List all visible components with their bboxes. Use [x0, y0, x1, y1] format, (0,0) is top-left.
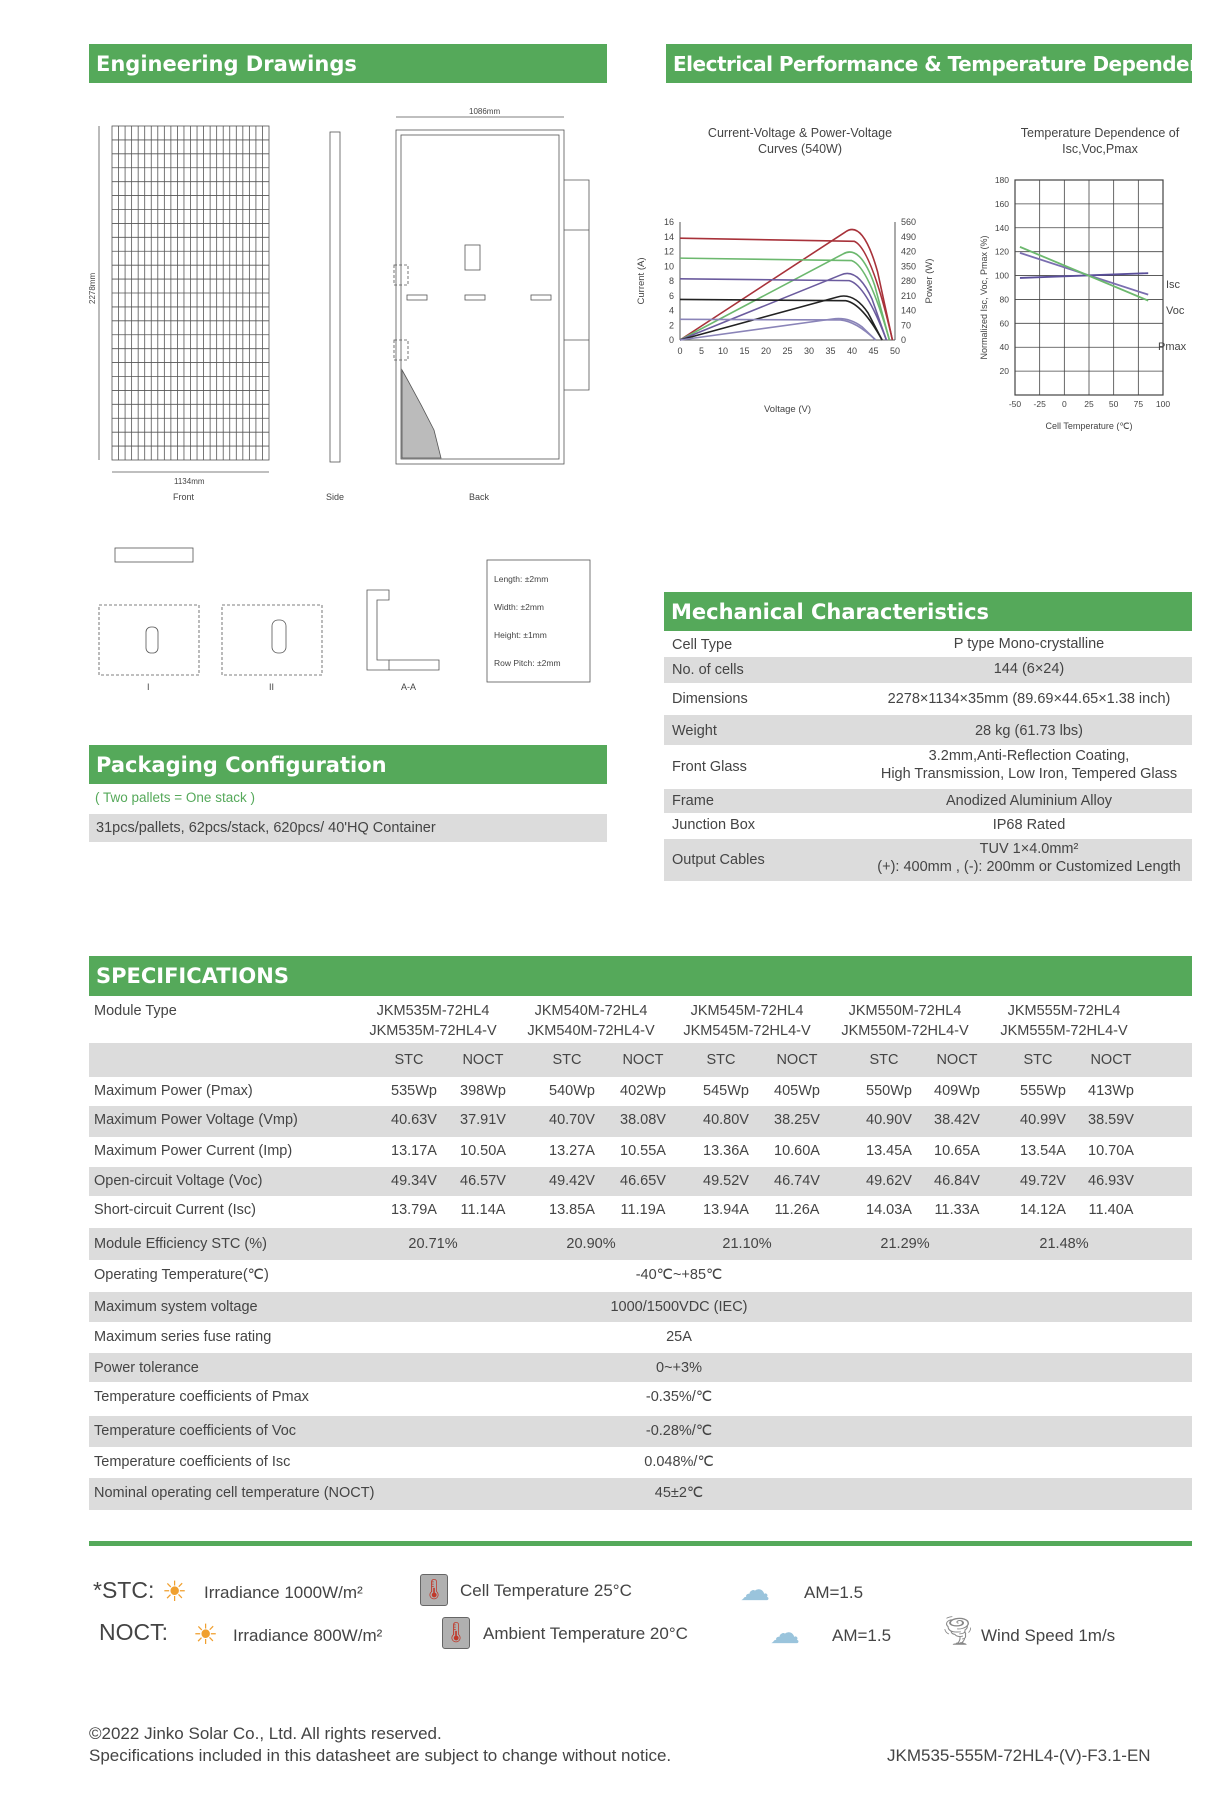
- x-tick-label: 0: [677, 346, 683, 356]
- spec-label: Temperature coefficients of Voc: [94, 1423, 297, 1439]
- section-title: Electrical Performance & Temperature Dependence: [673, 51, 1228, 76]
- x-tick-label: 50: [889, 346, 901, 356]
- stc-header: STC: [706, 1052, 736, 1068]
- stc-value: 540Wp: [549, 1083, 595, 1099]
- noct-label: NOCT:: [99, 1619, 168, 1645]
- mech-label: Junction Box: [672, 817, 756, 833]
- mech-value: IP68 Rated: [992, 817, 1066, 833]
- spec-row: [89, 1260, 1192, 1292]
- y-tick-label: 80: [999, 294, 1009, 305]
- model-name-v: JKM550M-72HL4-V: [841, 1023, 969, 1039]
- mech-value: 3.2mm,Anti-Reflection Coating,: [928, 748, 1130, 764]
- temp-chart-title-line2: Isc,Voc,Pmax: [1062, 142, 1138, 156]
- electrical-performance-header: [666, 44, 1228, 83]
- y2-tick-label: 140: [901, 305, 917, 316]
- stc-value: 49.72V: [1020, 1173, 1066, 1189]
- series-label: Voc: [1166, 305, 1185, 317]
- stc-value: 40.99V: [1020, 1112, 1066, 1128]
- y2-tick-label: 280: [901, 276, 917, 286]
- mech-label: Cell Type: [672, 637, 733, 653]
- stc-value: 13.54A: [1020, 1143, 1066, 1159]
- packaging-row: [89, 814, 607, 842]
- noct-value: 38.42V: [934, 1112, 980, 1128]
- mech-value: Anodized Aluminium Alloy: [945, 793, 1113, 809]
- y2-tick-label: 210: [901, 290, 917, 301]
- y-tick-label: 140: [994, 222, 1009, 233]
- series-label: Isc: [1166, 279, 1181, 291]
- noct-value: 10.60A: [774, 1143, 820, 1159]
- engineering-drawings-header: [89, 44, 607, 83]
- tolerance-length: Length: ±2mm: [494, 574, 549, 584]
- spec-row: [89, 1167, 1192, 1196]
- noct-value: 409Wp: [934, 1083, 980, 1099]
- model-name: JKM545M-72HL4: [690, 1003, 804, 1019]
- y-tick-label: 40: [999, 342, 1009, 353]
- spec-row: [89, 1447, 1192, 1478]
- y2-tick-label: 350: [901, 261, 917, 272]
- y2-tick-label: 420: [901, 246, 917, 257]
- noct-value: 10.55A: [620, 1143, 666, 1159]
- stc-header: STC: [1023, 1052, 1053, 1068]
- mech-row: [664, 715, 1192, 745]
- x-tick-label: 100: [1155, 399, 1171, 409]
- mech-row: [664, 657, 1192, 683]
- detail-aa-label: A-A: [401, 682, 417, 692]
- x-tick-label: 30: [803, 346, 815, 356]
- model-name-v: JKM555M-72HL4-V: [1000, 1023, 1128, 1039]
- stc-value: 49.34V: [391, 1173, 437, 1189]
- mech-label: Frame: [672, 793, 714, 809]
- stc-header: STC: [552, 1052, 582, 1068]
- noct-value: 11.14A: [460, 1202, 506, 1218]
- noct-header: NOCT: [776, 1052, 818, 1068]
- y2-tick-label: 560: [901, 217, 917, 227]
- model-name: JKM550M-72HL4: [848, 1003, 962, 1019]
- spec-row: [89, 1106, 1192, 1137]
- spec-value: 0.048%/℃: [644, 1454, 714, 1470]
- noct-value: 38.25V: [774, 1112, 820, 1128]
- spec-label: Nominal operating cell temperature (NOCT): [94, 1485, 375, 1501]
- temp-chart-title-line1: Temperature Dependence of: [1020, 126, 1180, 140]
- section-title: SPECIFICATIONS: [96, 964, 289, 988]
- iv-chart-title: [660, 125, 940, 157]
- y2-tick-label: 490: [901, 231, 917, 242]
- iv-chart-title-line1: Current-Voltage & Power-Voltage: [707, 126, 893, 140]
- x-axis-label: Cell Temperature (℃): [1045, 421, 1133, 431]
- stc-value: 40.63V: [391, 1112, 437, 1128]
- packaging-text: 31pcs/pallets, 62pcs/stack, 620pcs/ 40'HQ Container: [96, 820, 436, 836]
- noct-value: 46.84V: [934, 1173, 980, 1189]
- detail-2-label: II: [269, 682, 275, 692]
- dim-bottom-label: 1134mm: [174, 477, 205, 486]
- spec-row-module-type: [89, 997, 1192, 1043]
- spec-label: Maximum Power Current (Imp): [94, 1143, 293, 1159]
- mech-row: [664, 745, 1192, 789]
- spec-label: Open-circuit Voltage (Voc): [94, 1173, 263, 1189]
- model-name-v: JKM535M-72HL4-V: [369, 1023, 497, 1039]
- specifications-header: [89, 956, 1192, 996]
- spec-value: -40℃~+85℃: [635, 1267, 723, 1283]
- y-tick-label: 2: [668, 320, 674, 331]
- efficiency-value: 21.29%: [880, 1236, 930, 1252]
- mech-label: No. of cells: [672, 662, 744, 678]
- y2-tick-label: 70: [901, 320, 912, 331]
- spec-label: Maximum Power Voltage (Vmp): [94, 1112, 298, 1128]
- spec-label: Module Type: [94, 1003, 177, 1019]
- stc-value: 49.62V: [866, 1173, 912, 1189]
- spec-label: Maximum series fuse rating: [94, 1329, 272, 1345]
- y-tick-label: 6: [668, 290, 674, 301]
- stc-label: *STC:: [93, 1577, 155, 1603]
- stc-header: STC: [394, 1052, 424, 1068]
- mech-row: [664, 789, 1192, 813]
- spec-row: [89, 1478, 1192, 1510]
- mech-label: Output Cables: [672, 852, 765, 868]
- spec-value: -0.28%/℃: [645, 1423, 713, 1439]
- noct-value: 38.59V: [1088, 1112, 1134, 1128]
- noct-value: 11.19A: [620, 1202, 666, 1218]
- series-label: Pmax: [1158, 341, 1187, 353]
- model-name: JKM555M-72HL4: [1007, 1003, 1121, 1019]
- spec-label: Temperature coefficients of Isc: [94, 1454, 291, 1470]
- disclaimer: Specifications included in this datasheet are subject to change without notice.: [89, 1746, 672, 1765]
- noct-value: 46.74V: [774, 1173, 820, 1189]
- noct-value: 10.65A: [934, 1143, 980, 1159]
- noct-header: NOCT: [462, 1052, 504, 1068]
- noct-value: 10.70A: [1088, 1143, 1134, 1159]
- cloud-icon: ☁: [740, 1574, 770, 1607]
- x-tick-label: 40: [846, 346, 858, 356]
- stc-cell-temp: Cell Temperature 25°C: [460, 1581, 632, 1600]
- document-code: JKM535-555M-72HL4-(V)-F3.1-EN: [887, 1746, 1151, 1765]
- stc-value: 49.52V: [703, 1173, 749, 1189]
- efficiency-value: 20.71%: [408, 1236, 458, 1252]
- x-tick-label: 75: [1133, 399, 1144, 409]
- y-tick-label: 4: [668, 305, 674, 316]
- y-axis-label: Current (A): [636, 257, 647, 305]
- x-tick-label: 15: [739, 346, 750, 356]
- spec-row: [89, 1322, 1192, 1353]
- y2-axis-label: Power (W): [924, 258, 935, 304]
- y-tick-label: 20: [999, 366, 1009, 377]
- mechanical-table: [664, 633, 1192, 891]
- specifications-table: [89, 997, 1192, 1537]
- x-tick-label: 5: [698, 346, 705, 356]
- side-view: [330, 132, 340, 462]
- mech-label: Front Glass: [672, 759, 747, 775]
- spec-label: Short-circuit Current (Isc): [94, 1202, 256, 1218]
- model-name: JKM540M-72HL4: [534, 1003, 648, 1019]
- spec-label: Maximum system voltage: [94, 1299, 258, 1315]
- temp-chart-title: [1000, 125, 1200, 157]
- x-tick-label: 10: [717, 346, 729, 356]
- mech-row: [664, 683, 1192, 715]
- stc-value: 49.42V: [549, 1173, 595, 1189]
- spec-row: [89, 1416, 1192, 1447]
- section-title: Engineering Drawings: [96, 51, 357, 76]
- spec-value: 0~+3%: [656, 1360, 702, 1376]
- section-title: Mechanical Characteristics: [671, 599, 990, 624]
- mech-value: 2278×1134×35mm (89.69×44.65×1.38 inch): [887, 691, 1171, 707]
- stc-value: 40.80V: [703, 1112, 749, 1128]
- y-tick-label: 14: [663, 231, 674, 242]
- y-tick-label: 0: [668, 335, 674, 345]
- mech-value-line2: High Transmission, Low Iron, Tempered Glass: [880, 766, 1178, 782]
- x-tick-label: 50: [1108, 399, 1119, 409]
- stc-value: 40.70V: [549, 1112, 595, 1128]
- stc-value: 13.94A: [703, 1202, 749, 1218]
- spec-row: [89, 1137, 1192, 1167]
- y-tick-label: 10: [663, 261, 674, 272]
- mech-row: [664, 633, 1192, 657]
- stc-irradiance: Irradiance 1000W/m²: [204, 1583, 363, 1602]
- front-view-label: Front: [173, 492, 195, 502]
- spec-label: Module Efficiency STC (%): [94, 1236, 267, 1252]
- engineering-drawing: [89, 100, 609, 700]
- mech-label: Dimensions: [672, 691, 748, 707]
- y-tick-label: 180: [994, 175, 1009, 185]
- spec-row: [89, 1196, 1192, 1228]
- spec-row: [89, 1292, 1192, 1322]
- x-tick-label: 25: [782, 346, 793, 356]
- mech-row: [664, 813, 1192, 839]
- mech-row: [664, 839, 1192, 881]
- y-axis-label: Normalized Isc, Voc, Pmax (%): [979, 235, 989, 360]
- noct-wind-speed: Wind Speed 1m/s: [981, 1626, 1116, 1645]
- x-tick-label: 35: [825, 346, 836, 356]
- x-tick-label: 0: [1061, 399, 1067, 409]
- dim-height-label: 2278mm: [88, 272, 97, 304]
- stc-am: AM=1.5: [804, 1583, 864, 1602]
- divider: [89, 1541, 1192, 1546]
- cloud-icon: ☁: [770, 1617, 800, 1650]
- y-tick-label: 60: [999, 318, 1009, 329]
- spec-value: 1000/1500VDC (IEC): [610, 1299, 748, 1315]
- mech-value: 144 (6×24): [993, 661, 1065, 677]
- spec-label: Operating Temperature(℃): [94, 1267, 269, 1283]
- model-name: JKM535M-72HL4: [376, 1003, 490, 1019]
- dim-width-label: 1086mm: [469, 107, 501, 116]
- wind-icon: 🌪: [940, 1615, 976, 1646]
- stc-value: 13.85A: [549, 1202, 595, 1218]
- stc-value: 13.45A: [866, 1143, 912, 1159]
- iv-chart: [630, 210, 970, 500]
- stc-value: 14.03A: [866, 1202, 912, 1218]
- iv-curve: [680, 319, 876, 340]
- side-view-label: Side: [326, 492, 345, 502]
- stc-value: 13.27A: [549, 1143, 595, 1159]
- noct-irradiance: Irradiance 800W/m²: [233, 1626, 383, 1645]
- packaging-note: ( Two pallets = One stack ): [95, 790, 255, 805]
- spec-row: [89, 1077, 1192, 1106]
- y-tick-label: 16: [663, 217, 674, 227]
- stc-value: 555Wp: [1020, 1083, 1066, 1099]
- noct-value: 10.50A: [460, 1143, 506, 1159]
- spec-row: [89, 1353, 1192, 1382]
- mech-value: P type Mono-crystalline: [953, 636, 1105, 652]
- spec-label: Temperature coefficients of Pmax: [94, 1389, 309, 1405]
- y-tick-label: 12: [663, 246, 674, 257]
- copyright: ©2022 Jinko Solar Co., Ltd. All rights reserved.: [89, 1724, 442, 1743]
- spec-row-conditions-header: [89, 1043, 1192, 1077]
- x-axis-label: Voltage (V): [764, 404, 811, 415]
- noct-value: 11.26A: [774, 1202, 820, 1218]
- stc-value: 13.36A: [703, 1143, 749, 1159]
- x-tick-label: -25: [1033, 399, 1046, 409]
- noct-header: NOCT: [936, 1052, 978, 1068]
- noct-value: 405Wp: [774, 1083, 820, 1099]
- noct-header: NOCT: [622, 1052, 664, 1068]
- stc-value: 14.12A: [1020, 1202, 1066, 1218]
- mechanical-header: [664, 592, 1192, 631]
- back-view-label: Back: [469, 492, 490, 502]
- stc-value: 545Wp: [703, 1083, 749, 1099]
- noct-value: 38.08V: [620, 1112, 666, 1128]
- section-title: Packaging Configuration: [96, 752, 387, 777]
- mech-value: TUV 1×4.0mm²: [979, 841, 1079, 857]
- stc-header: STC: [869, 1052, 899, 1068]
- y-tick-label: 160: [994, 198, 1009, 209]
- x-tick-label: 25: [1084, 399, 1094, 409]
- noct-value: 37.91V: [460, 1112, 506, 1128]
- y2-tick-label: 0: [901, 335, 907, 345]
- tolerance-width: Width: ±2mm: [494, 602, 545, 612]
- spec-value: -0.35%/℃: [645, 1389, 713, 1405]
- x-tick-label: 45: [868, 346, 879, 356]
- thermometer-icon: 🌡: [442, 1617, 470, 1649]
- temp-chart: [975, 175, 1205, 500]
- spec-row-efficiency: [89, 1228, 1192, 1260]
- efficiency-value: 21.10%: [722, 1236, 772, 1252]
- stc-value: 13.17A: [391, 1143, 437, 1159]
- spec-value: 45±2℃: [654, 1485, 704, 1501]
- y-tick-label: 8: [668, 276, 674, 286]
- packaging-header: [89, 745, 607, 784]
- noct-value: 11.40A: [1088, 1202, 1134, 1218]
- noct-am: AM=1.5: [832, 1626, 892, 1645]
- y-tick-label: 120: [994, 246, 1009, 257]
- mech-value-line2: (+): 400mm , (-): 200mm or Customized Length: [877, 859, 1181, 875]
- spec-label: Maximum Power (Pmax): [94, 1083, 253, 1099]
- stc-value: 535Wp: [391, 1083, 437, 1099]
- stc-value: 13.79A: [391, 1202, 437, 1218]
- noct-header: NOCT: [1090, 1052, 1132, 1068]
- spec-row: [89, 1382, 1192, 1416]
- tolerance-height: Height: ±1mm: [494, 630, 547, 640]
- cell-grid: [112, 126, 269, 460]
- sun-icon: ☀: [162, 1576, 188, 1607]
- x-tick-label: 20: [760, 346, 772, 356]
- y-tick-label: 100: [994, 270, 1009, 281]
- x-tick-label: -50: [1008, 399, 1022, 409]
- stc-value: 550Wp: [866, 1083, 912, 1099]
- tolerance-row-pitch: Row Pitch: ±2mm: [494, 658, 561, 668]
- noct-value: 413Wp: [1088, 1083, 1134, 1099]
- noct-ambient-temp: Ambient Temperature 20°C: [483, 1624, 688, 1643]
- efficiency-value: 20.90%: [566, 1236, 616, 1252]
- sun-icon: ☀: [193, 1619, 219, 1650]
- iv-chart-title-line2: Curves (540W): [757, 142, 843, 156]
- noct-value: 11.33A: [934, 1202, 980, 1218]
- model-name-v: JKM540M-72HL4-V: [527, 1023, 655, 1039]
- spec-value: 25A: [666, 1329, 692, 1345]
- noct-value: 46.57V: [460, 1173, 506, 1189]
- noct-value: 398Wp: [460, 1083, 506, 1099]
- efficiency-value: 21.48%: [1039, 1236, 1089, 1252]
- model-name-v: JKM545M-72HL4-V: [683, 1023, 811, 1039]
- stc-value: 40.90V: [866, 1112, 912, 1128]
- noct-value: 46.65V: [620, 1173, 666, 1189]
- detail-1-label: I: [147, 682, 150, 692]
- spec-label: Power tolerance: [94, 1360, 199, 1376]
- noct-value: 46.93V: [1088, 1173, 1134, 1189]
- mech-label: Weight: [672, 723, 717, 739]
- thermometer-icon: 🌡: [420, 1574, 448, 1606]
- mech-value: 28 kg (61.73 lbs): [974, 723, 1083, 739]
- noct-value: 402Wp: [620, 1083, 666, 1099]
